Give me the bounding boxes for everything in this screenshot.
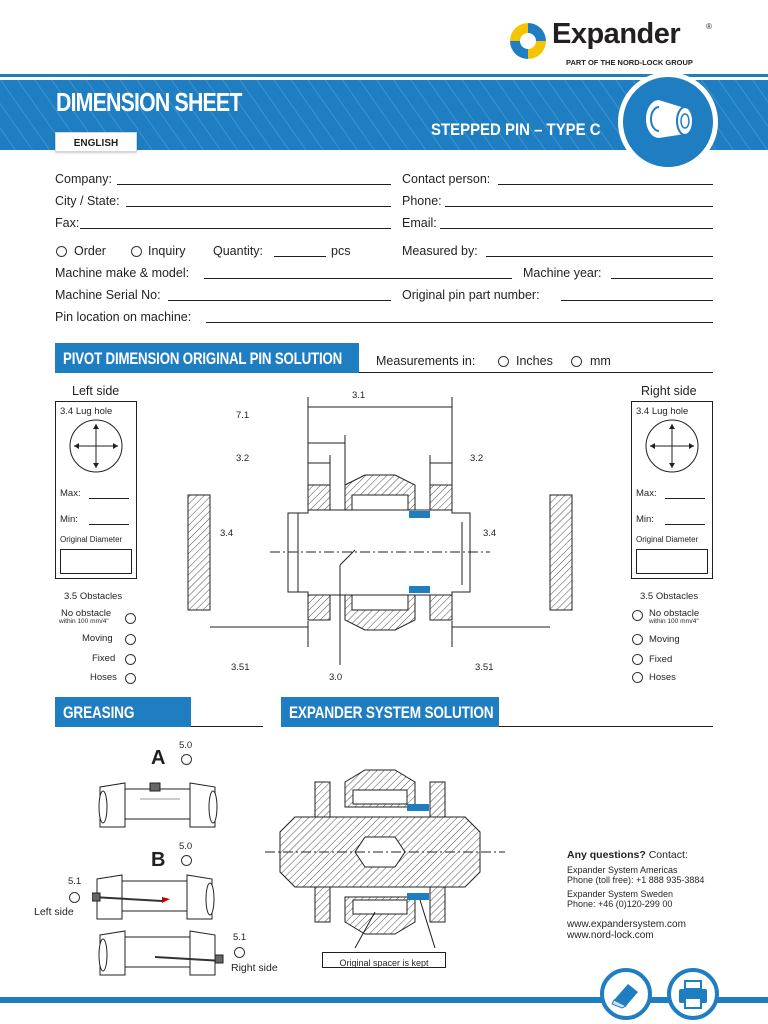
greasing-drawing-a: [95, 775, 225, 835]
fax-field[interactable]: [80, 228, 391, 229]
contact-person-label: Contact person:: [402, 172, 491, 186]
left-within-label: within 100 mm/4": [59, 618, 109, 625]
left-fixed-label: Fixed: [92, 653, 116, 664]
brand-name: Expander: [552, 18, 681, 50]
left-hoses-label: Hoses: [90, 672, 117, 683]
city-state-field[interactable]: [126, 206, 391, 207]
greasing-drawing-c: [95, 923, 225, 983]
left-max-field[interactable]: [89, 498, 129, 499]
inquiry-label: Inquiry: [148, 244, 186, 258]
right-hoses-label: Hoses: [649, 672, 676, 683]
machine-year-label: Machine year:: [523, 266, 602, 280]
company-field[interactable]: [117, 184, 391, 185]
left-hoses-radio[interactable]: [125, 673, 136, 684]
left-obstacles-title: 3.5 Obstacles: [64, 591, 123, 602]
inches-radio[interactable]: [498, 356, 509, 367]
right-moving-label: Moving: [649, 634, 680, 645]
expander-logo-mark: [508, 21, 548, 61]
left-lug-hole-diagram: [68, 418, 124, 474]
dim-3-4-left: 3.4: [220, 528, 234, 539]
website-expander-link[interactable]: www.expandersystem.com: [567, 919, 686, 930]
inquiry-radio[interactable]: [131, 246, 142, 257]
brand-tagline: PART OF THE NORD-LOCK GROUP: [566, 58, 693, 67]
left-moving-label: Moving: [82, 633, 113, 644]
greasing-drawing-b: [92, 867, 222, 927]
pivot-section-rule: [359, 372, 713, 373]
pivot-title-text: PIVOT DIMENSION ORIGINAL PIN SOLUTION: [63, 349, 343, 368]
left-min-label: Min:: [60, 514, 78, 525]
dim-3-2-left: 3.2: [236, 453, 250, 464]
dim-3-4-right: 3.4: [483, 528, 497, 539]
machine-model-label: Machine make & model:: [55, 266, 190, 280]
left-moving-radio[interactable]: [125, 634, 136, 645]
mm-radio[interactable]: [571, 356, 582, 367]
americas-label: Expander System Americas: [567, 865, 678, 875]
right-original-diameter-label: Original Diameter: [636, 535, 699, 544]
original-pin-label: Original pin part number:: [402, 288, 540, 302]
spacer-note-text: Original spacer is kept: [339, 958, 429, 968]
contact-person-field[interactable]: [498, 184, 713, 185]
left-lug-box: [55, 401, 137, 579]
measured-by-field[interactable]: [486, 256, 713, 257]
pivot-dimension-drawing: [180, 385, 580, 685]
contact-block: [567, 849, 747, 941]
order-radio[interactable]: [56, 246, 67, 257]
right-fixed-radio[interactable]: [632, 654, 643, 665]
email-field[interactable]: [440, 228, 713, 229]
serial-label: Machine Serial No:: [55, 288, 161, 302]
phone-label: Phone:: [402, 194, 442, 208]
right-lug-hole-label: 3.4 Lug hole: [636, 406, 689, 417]
measured-by-label: Measured by:: [402, 244, 478, 258]
clear-form-button[interactable]: [600, 968, 652, 1020]
email-label: Email:: [402, 216, 437, 230]
machine-model-field[interactable]: [204, 278, 512, 279]
right-max-label: Max:: [636, 488, 657, 499]
pcs-label: pcs: [331, 244, 351, 258]
left-original-diameter-field[interactable]: [60, 549, 132, 574]
eraser-icon: [604, 972, 648, 1016]
quantity-label: Quantity:: [213, 244, 264, 258]
questions-label: Any questions?: [567, 849, 646, 861]
print-form-button[interactable]: [667, 968, 719, 1020]
right-side-title: Right side: [641, 384, 697, 398]
left-side-title: Left side: [72, 384, 120, 398]
right-max-field[interactable]: [665, 498, 705, 499]
company-label: Company:: [55, 172, 112, 186]
left-lug-hole-label: 3.4 Lug hole: [60, 406, 113, 417]
footer-band: [0, 997, 768, 1003]
quantity-field[interactable]: [274, 256, 326, 257]
greasing-section-title: [55, 697, 191, 727]
left-fixed-radio[interactable]: [125, 654, 136, 665]
right-original-diameter-field[interactable]: [636, 549, 708, 574]
greasing-a-label: A: [151, 747, 166, 769]
fax-label: Fax:: [55, 216, 80, 230]
mm-label: mm: [590, 354, 611, 368]
dim-3-0: 3.0: [329, 672, 343, 683]
phone-field[interactable]: [445, 206, 713, 207]
greasing-a-code: 5.0: [179, 740, 193, 751]
right-no-obstacle-radio[interactable]: [632, 610, 643, 621]
printer-icon: [671, 972, 715, 1016]
dim-3-2-right: 3.2: [470, 453, 484, 464]
stepped-pin-icon: [618, 72, 718, 172]
greasing-b-code: 5.0: [179, 841, 193, 852]
greasing-section-rule: [191, 726, 263, 727]
order-label: Order: [74, 244, 106, 258]
right-obstacles-title: 3.5 Obstacles: [640, 591, 699, 602]
greasing-left-code: 5.1: [68, 876, 82, 887]
expander-solution-drawing: [265, 762, 505, 962]
left-no-obstacle-label: No obstacle: [61, 608, 112, 619]
greasing-b-label: B: [151, 849, 166, 871]
serial-field[interactable]: [168, 300, 391, 301]
right-min-label: Min:: [636, 514, 654, 525]
sheet-subtitle: STEPPED PIN – TYPE C: [431, 120, 601, 139]
brand-registered: ®: [706, 22, 712, 31]
greasing-title-text: GREASING: [63, 703, 135, 722]
right-lug-box: [631, 401, 713, 579]
greasing-left-side-label: Left side: [34, 906, 74, 918]
greasing-right-radio[interactable]: [234, 947, 245, 958]
right-lug-hole-diagram: [644, 418, 700, 474]
dim-3-51-left: 3.51: [231, 662, 250, 673]
solution-section-title: [281, 697, 499, 727]
pin-location-field[interactable]: [206, 322, 713, 323]
greasing-a-radio[interactable]: [181, 754, 192, 765]
contact-word: Contact:: [648, 849, 688, 861]
dim-3-1: 3.1: [352, 390, 366, 401]
left-no-obstacle-radio[interactable]: [125, 613, 136, 624]
measurements-label: Measurements in:: [376, 354, 476, 368]
website-nordlock-link[interactable]: www.nord-lock.com: [567, 930, 654, 941]
logo: [508, 18, 718, 72]
pivot-section-title: [55, 343, 359, 373]
greasing-left-radio[interactable]: [69, 892, 80, 903]
solution-section-rule: [499, 726, 713, 727]
spacer-note-box: [322, 952, 446, 968]
original-pin-field[interactable]: [561, 300, 713, 301]
left-max-label: Max:: [60, 488, 81, 499]
sweden-phone: Phone: +46 (0)120-299 00: [567, 899, 673, 909]
right-within-label: within 100 mm/4": [649, 618, 699, 625]
americas-phone: Phone (toll free): +1 888 935-3884: [567, 875, 705, 885]
right-min-field[interactable]: [665, 524, 705, 525]
solution-title-text: EXPANDER SYSTEM SOLUTION: [289, 703, 494, 722]
left-original-diameter-label: Original Diameter: [60, 535, 123, 544]
left-min-field[interactable]: [89, 524, 129, 525]
right-hoses-radio[interactable]: [632, 672, 643, 683]
dim-3-51-right: 3.51: [475, 662, 494, 673]
greasing-right-code: 5.1: [233, 932, 247, 943]
language-tab[interactable]: [55, 132, 137, 152]
machine-year-field[interactable]: [611, 278, 713, 279]
language-label: ENGLISH: [73, 138, 119, 149]
greasing-b-radio[interactable]: [181, 855, 192, 866]
city-state-label: City / State:: [55, 194, 120, 208]
pin-location-label: Pin location on machine:: [55, 310, 192, 324]
dim-7-1: 7.1: [236, 410, 250, 421]
page-title: DIMENSION SHEET: [56, 87, 242, 117]
right-no-obstacle-label: No obstacle: [649, 608, 700, 619]
right-moving-radio[interactable]: [632, 634, 643, 645]
greasing-right-side-label: Right side: [231, 962, 278, 974]
right-fixed-label: Fixed: [649, 654, 673, 665]
inches-label: Inches: [516, 354, 553, 368]
sweden-label: Expander System Sweden: [567, 889, 674, 899]
